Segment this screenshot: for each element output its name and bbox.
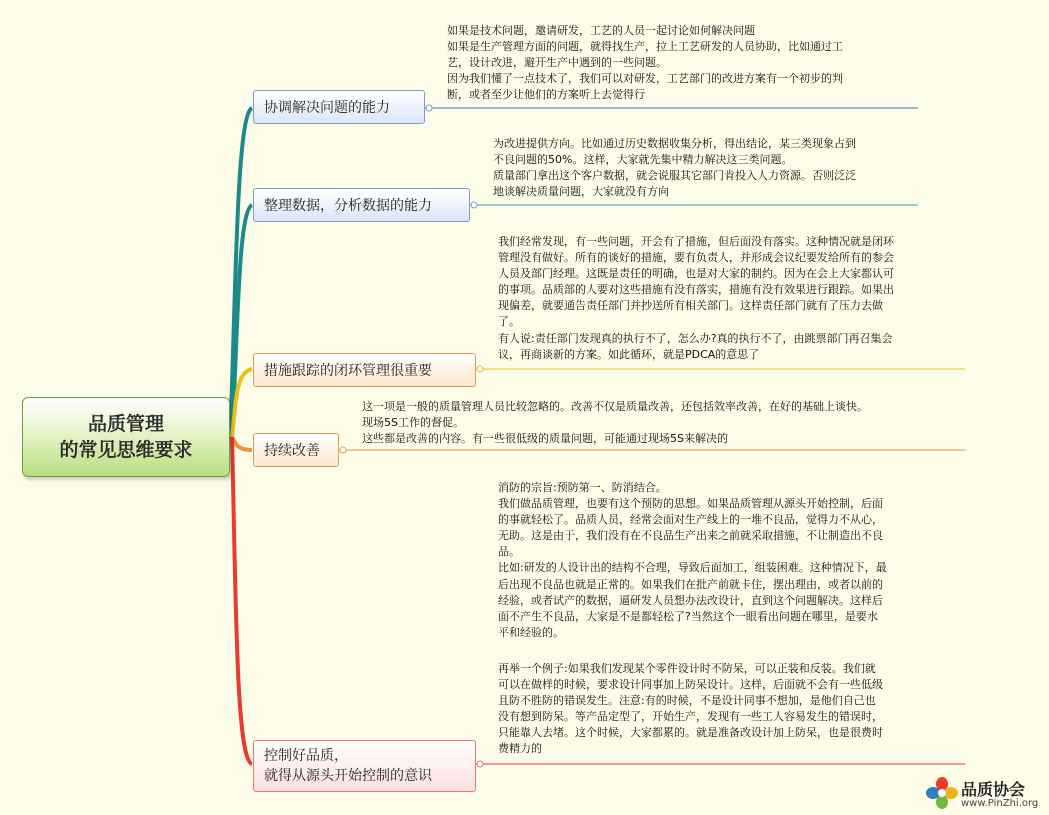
note-line: 费精力的 xyxy=(498,742,542,756)
note-data-analysis xyxy=(493,136,856,200)
logo-name: 品质协会 xyxy=(961,780,1026,799)
note-line: 人员及部门经理。这既是责任的明确，也是对大家的制约。因为在会上大家都认可 xyxy=(498,267,894,281)
branch-node-data-analysis[interactable] xyxy=(253,188,470,222)
node-dot-2 xyxy=(471,202,477,208)
note-line: 我们经常发现，有一些问题，开会有了措施，但后面没有落实。这种情况就是闭环 xyxy=(498,235,894,248)
note-continuous-improvement xyxy=(362,399,868,447)
root-node[interactable] xyxy=(22,397,230,477)
note-line: 的事就轻松了。品质人员，经常会面对生产线上的一堆不良品，觉得力不从心， xyxy=(498,513,883,527)
note-line: 没有想到防呆。等产品定型了，开始生产，发现有一些工人容易发生的错误时， xyxy=(498,710,883,724)
branch-label-line2: 就得从源头开始控制的意识 xyxy=(264,768,432,784)
note-line: 且防不胜防的错误发生。注意:有的时候，不是设计同事不想加，是他们自己也 xyxy=(498,694,876,708)
branch-label: 整理数据，分析数据的能力 xyxy=(264,198,432,214)
note-line: 只能靠人去堵。这个时候，大家都累的。就是准备改设计加上防呆，也是很费时 xyxy=(498,726,883,740)
note-line: 地谈解决质量问题，大家就没有方向 xyxy=(493,185,669,199)
branch-node-continuous-improvement[interactable] xyxy=(253,433,339,467)
branch-label: 措施跟踪的闭环管理很重要 xyxy=(264,363,432,379)
note-line: 现偏差，就要通告责任部门并抄送所有相关部门。这样责任部门就有了压力去做 xyxy=(498,299,883,313)
note-line: 因为我们懂了一点技术了，我们可以对研发，工艺部门的改进方案有一个初步的判 xyxy=(447,72,843,86)
root-title-line1: 品质管理 xyxy=(87,413,164,435)
note-line: 无助。这是由于，我们没有在不良品生产出来之前就采取措施，不让制造出不良 xyxy=(498,529,883,543)
note-line: 管理没有做好。所有的谈好的措施，要有负责人，并形成会议纪要发给所有的参会 xyxy=(498,251,894,265)
note-line: 有人说:责任部门发现真的执行不了，怎么办?真的执行不了，由跳票部门再召集会 xyxy=(498,331,893,345)
node-dot-3 xyxy=(477,366,483,372)
note-line: 可以在做样的时候，要求设计同事加上防呆设计。这样，后面就不会有一些低级 xyxy=(498,678,883,692)
note-line: 这些都是改善的内容。有一些很低级的质量问题，可能通过现场5S来解决的 xyxy=(362,432,728,446)
note-line: 艺，设计改进，避开生产中遇到的一些问题。 xyxy=(447,56,667,70)
note-line: 议，再商谈新的方案。如此循环，就是PDCA的意思了 xyxy=(498,347,760,361)
node-dot-1 xyxy=(426,105,432,111)
note-line: 再举一个例子:如果我们发现某个零件设计时不防呆，可以正装和反装。我们就 xyxy=(498,661,876,675)
branch-node-closed-loop[interactable] xyxy=(253,353,476,387)
connector-branch-5 xyxy=(232,437,252,764)
note-line: 断，或者至少让他们的方案听上去觉得行 xyxy=(447,88,645,102)
note-line: 不良问题的50%。这样，大家就先集中精力解决这三类问题。 xyxy=(493,153,793,167)
note-closed-loop xyxy=(498,234,894,363)
note-line: 现场5S工作的督促。 xyxy=(362,416,464,430)
note-line: 了。 xyxy=(498,315,520,329)
note-line: 为改进提供方向。比如通过历史数据收集分析，得出结论，某三类现象占到 xyxy=(493,137,856,150)
note-line: 消防的宗旨:预防第一、防消结合。 xyxy=(498,481,667,494)
logo-url: www.PinZhi.org xyxy=(961,798,1039,809)
site-logo[interactable] xyxy=(925,776,1045,812)
root-title-line2: 的常见思维要求 xyxy=(59,439,193,461)
note-line: 这一项是一般的质量管理人员比较忽略的。改善不仅是质量改善，还包括效率改善，在好的基础上谈快。 xyxy=(362,400,868,413)
connector-branch-4 xyxy=(232,437,252,450)
note-line: 经验，或者试产的数据，逼研发人员想办法改设计，直到这个问题解决。这样后 xyxy=(498,593,883,607)
branch-label: 协调解决问题的能力 xyxy=(264,100,390,116)
note-line: 后出现不良品也就是正常的。如果我们在批产前就卡住，摆出理由，或者以前的 xyxy=(498,577,883,591)
note-line: 如果是生产管理方面的问题，就得找生产，拉上工艺研发的人员协助，比如通过工 xyxy=(447,40,843,54)
note-line: 平和经验的。 xyxy=(498,625,564,639)
note-line: 质量部门拿出这个客户数据，就会说服其它部门肯投入人力资源。否则泛泛 xyxy=(493,169,856,183)
note-line: 如果是技术问题，邀请研发，工艺的人员一起讨论如何解决问题 xyxy=(447,24,755,37)
note-line: 面不产生不良品，大家是不是都轻松了?当然这个一眼看出问题在哪里，是要水 xyxy=(498,609,878,623)
note-coordination xyxy=(447,23,843,103)
branch-label-line1: 控制好品质， xyxy=(264,748,348,764)
note-spacer xyxy=(498,641,887,661)
flower-logo-icon xyxy=(925,776,959,810)
note-line: 品。 xyxy=(498,545,520,559)
branch-node-coordination[interactable] xyxy=(253,90,425,124)
note-line: 我们做品质管理，也要有这个预防的思想。如果品质管理从源头开始控制，后面 xyxy=(498,497,883,511)
node-dot-4 xyxy=(340,447,346,453)
note-source-control xyxy=(498,480,887,758)
note-line: 的事项。品质部的人要对这些措施有没有落实，措施有没有效果进行跟踪。如果出 xyxy=(498,283,894,297)
note-line: 比如:研发的人设计出的结构不合理，导致后面加工，组装困难。这种情况下，最 xyxy=(498,561,887,575)
branch-label: 持续改善 xyxy=(264,443,320,459)
node-dot-5 xyxy=(477,761,483,767)
branch-node-source-control[interactable] xyxy=(253,740,476,792)
